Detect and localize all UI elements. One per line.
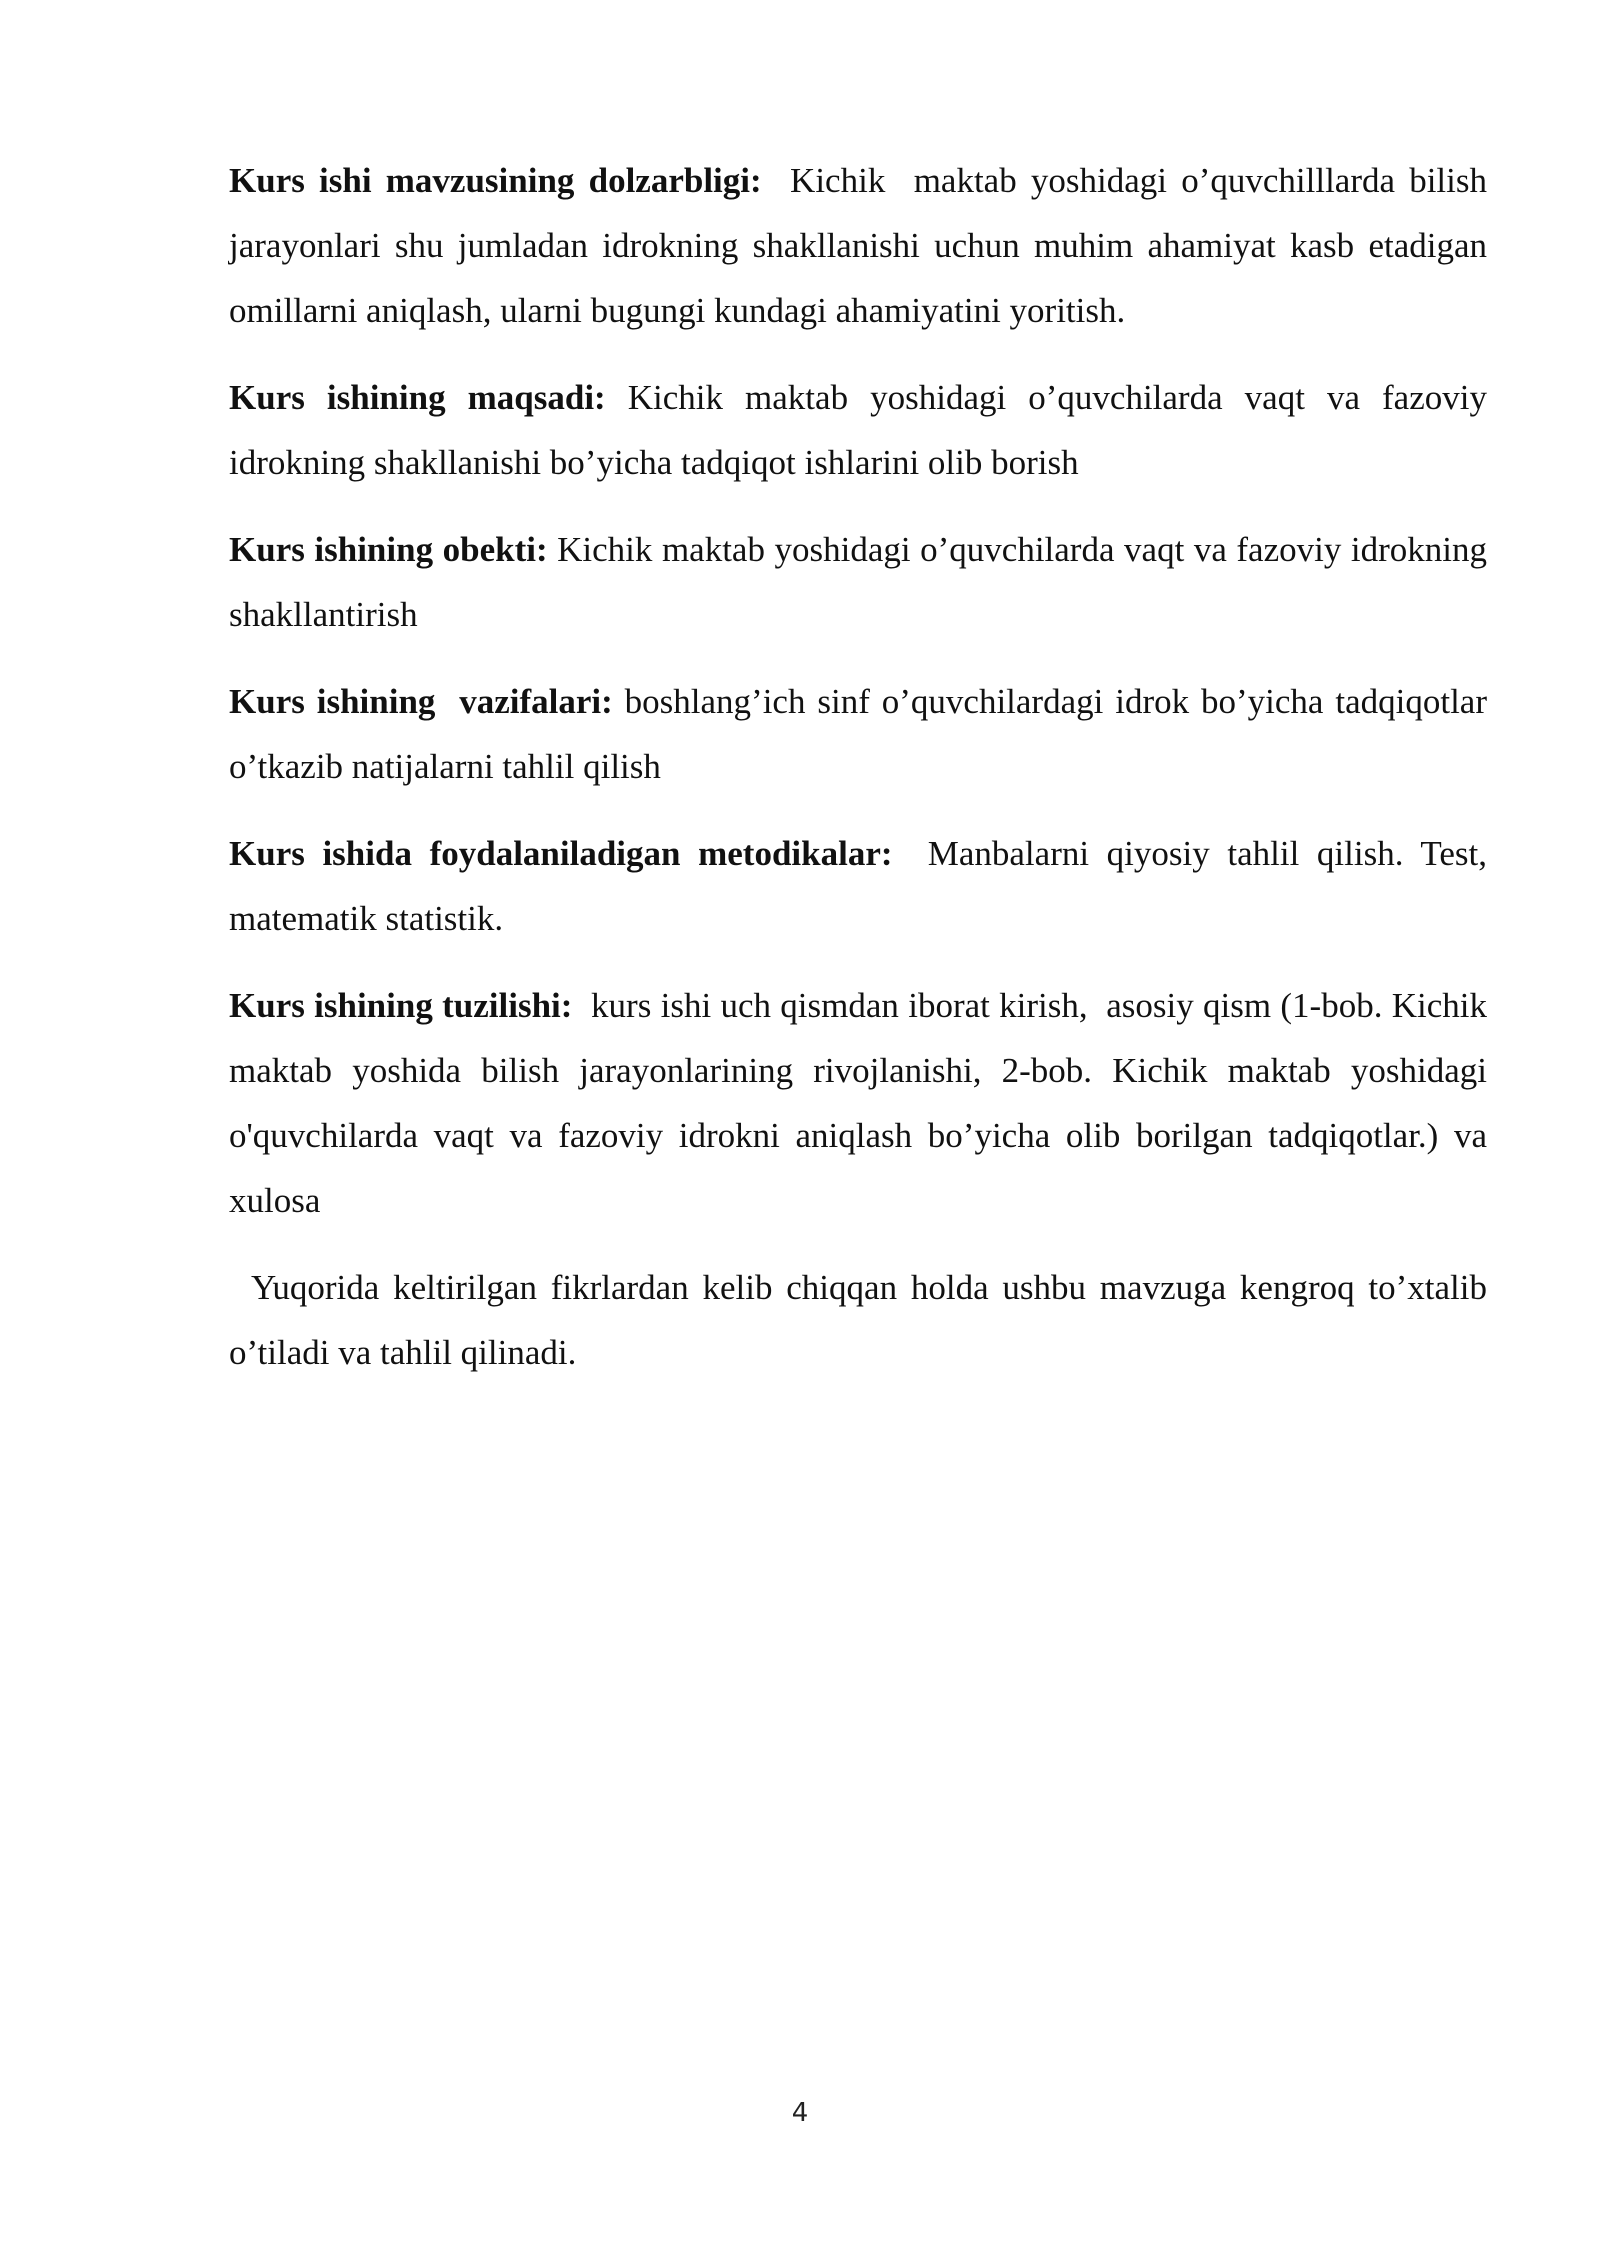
page-number: 4 <box>791 2098 809 2128</box>
paragraph-label: Kurs ishida foydalaniladigan metodikalar: <box>229 834 893 873</box>
paragraph-tasks <box>229 669 1487 799</box>
paragraph-label: Kurs ishining maqsadi: <box>229 378 606 417</box>
paragraph-methods <box>229 821 1496 951</box>
paragraph-label: Kurs ishining obekti: <box>229 530 548 569</box>
paragraph-goal <box>229 365 1487 495</box>
paragraph-text: kurs ishi uch qismdan iborat kirish, asosiy qism (1-bob. Kichik maktab yoshida bilish jarayonlarining rivojlanishi, 2-bob. Kichik maktab yoshidagi o'quvchilarda vaqt va fazoviy idrokni aniqlash bo’yicha olib borilgan tadqiqotlar.) va xulosa <box>229 986 1496 1220</box>
paragraph-text: Kichik maktab yoshidagi o’quvchilllarda bilish jarayonlari shu jumladan idrokning shakllanishi uchun muhim ahamiyat kasb etadigan omillarni aniqlash, ularni bugungi kundagi ahamiyatini yoritish. <box>229 161 1496 330</box>
paragraph-object <box>229 517 1487 647</box>
paragraph-text: Kichik maktab yoshidagi o’quvchilarda vaqt va fazoviy idrokning shakllantirish <box>229 530 1487 634</box>
paragraph-label: Kurs ishining vazifalari: <box>229 682 613 721</box>
paragraph-relevance <box>229 148 1496 343</box>
document-body <box>229 148 1496 1407</box>
paragraph-label: Kurs ishining tuzilishi: <box>229 986 573 1025</box>
paragraph-text: Kichik maktab yoshidagi o’quvchilarda vaqt va fazoviy idrokning shakllanishi bo’yicha tadqiqot ishlarini olib borish <box>229 378 1487 482</box>
paragraph-closing: Yuqorida keltirilgan fikrlardan kelib chiqqan holda ushbu mavzuga kengroq to’xtalib o’tiladi va tahlil qilinadi. <box>229 1268 1487 1372</box>
paragraph-label: Kurs ishi mavzusining dolzarbligi: <box>229 161 762 200</box>
paragraph-structure <box>229 973 1496 1233</box>
paragraph-text: boshlang’ich sinf o’quvchilardagi idrok bo’yicha tadqiqotlar o’tkazib natijalarni tahlil qilish <box>229 682 1487 786</box>
paragraph-text: Manbalarni qiyosiy tahlil qilish. Test, matematik statistik. <box>229 834 1496 938</box>
